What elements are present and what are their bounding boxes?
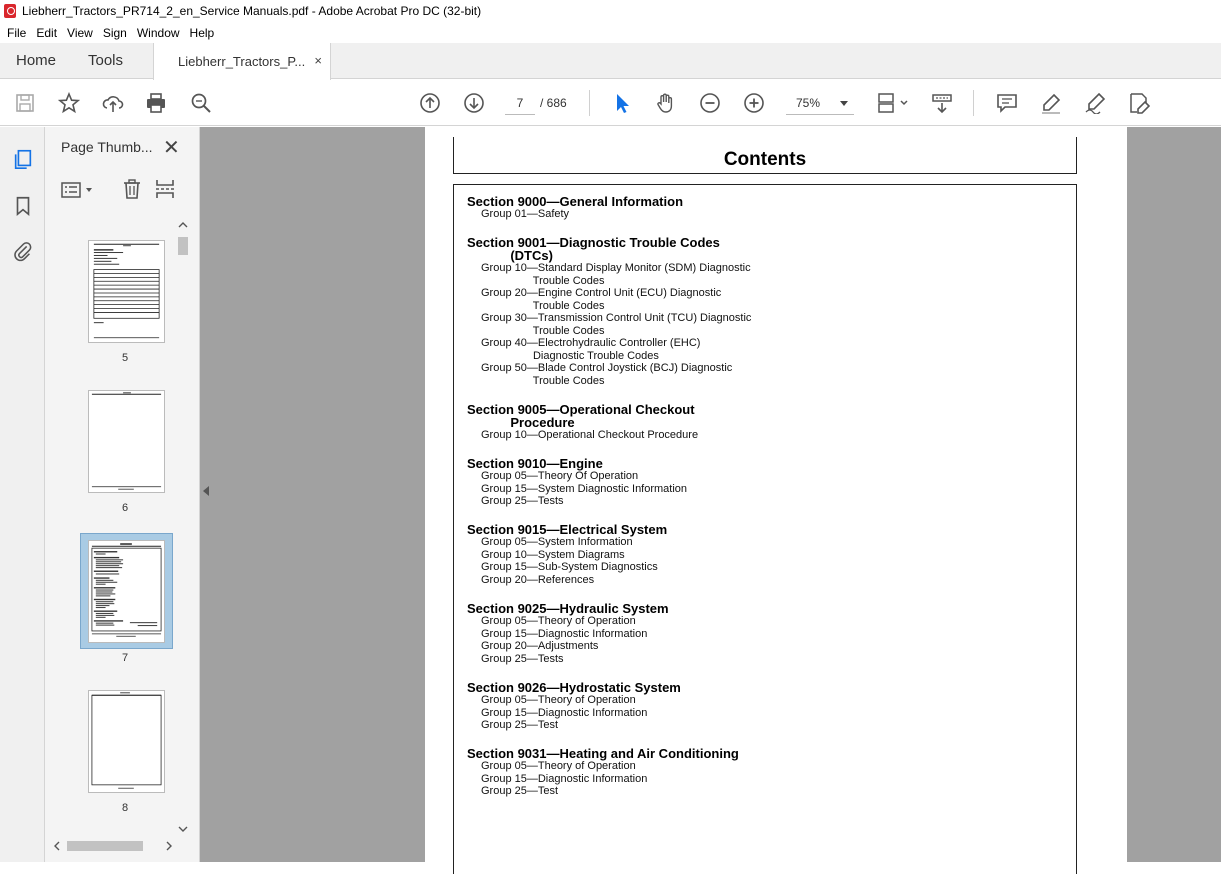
scrolling-mode-icon[interactable] — [929, 90, 955, 116]
menu-help[interactable]: Help — [189, 25, 215, 40]
menu-bar — [0, 22, 1221, 43]
close-tab-icon[interactable]: × — [314, 53, 322, 68]
page-total: / 686 — [540, 96, 567, 110]
toolbar-divider — [973, 90, 974, 116]
edit-pdf-icon[interactable] — [1126, 90, 1152, 116]
section-title: Section 9015—Electrical System — [467, 522, 668, 537]
acrobat-app-icon — [4, 4, 16, 18]
group-entry: Group 05—Theory of Operation — [481, 694, 636, 706]
thumbnail-page-8[interactable] — [88, 690, 165, 793]
panel-title: Page Thumb... — [61, 139, 153, 155]
tab-bar — [0, 43, 1221, 79]
next-page-icon[interactable] — [461, 90, 487, 116]
group-entry: Group 20—Adjustments — [481, 640, 599, 652]
page-thumbnails-panel — [45, 127, 200, 862]
draw-signature-icon[interactable] — [1082, 90, 1108, 116]
section-title: Section 9031—Heating and Air Conditioning — [467, 746, 739, 761]
thumbnail-label-5: 5 — [121, 352, 129, 364]
panel-toolbar — [59, 177, 189, 203]
contents-heading: Contents — [723, 149, 807, 170]
group-entry: Group 05—Theory of Operation — [481, 760, 636, 772]
group-entry: Group 20—References — [481, 573, 595, 586]
save-icon[interactable] — [12, 90, 38, 116]
attachments-icon[interactable] — [11, 239, 35, 263]
zoom-level-value: 75% — [796, 96, 821, 110]
delete-pages-icon[interactable] — [121, 178, 143, 205]
group-entry: Group 50—Blade Control Joystick (BCJ) Diagnostic Trouble Codes — [481, 362, 733, 387]
close-panel-icon[interactable]: ✕ — [163, 137, 180, 159]
comment-icon[interactable] — [994, 90, 1020, 116]
tab-document[interactable] — [153, 43, 331, 80]
select-cursor-icon[interactable] — [609, 90, 635, 116]
group-entry: Group 25—Test — [481, 719, 559, 731]
thumbnail-page-6[interactable] — [88, 390, 165, 493]
thumbnail-page-7[interactable] — [88, 540, 165, 643]
page-display-icon[interactable] — [873, 90, 913, 116]
main-toolbar — [0, 80, 1221, 126]
search-icon[interactable] — [188, 90, 214, 116]
menu-sign[interactable]: Sign — [102, 25, 127, 40]
bookmark-star-icon[interactable] — [56, 90, 82, 116]
group-entry: Group 10—Operational Checkout Procedure — [481, 429, 699, 441]
group-entry: Group 15—System Diagnostic Information — [481, 482, 688, 495]
zoom-out-icon[interactable] — [697, 90, 723, 116]
group-entry: Group 10—Standard Display Monitor (SDM) Diagnostic Trouble Codes — [481, 262, 751, 287]
page-thumbnails-icon[interactable] — [11, 147, 35, 171]
group-entry: Group 15—Diagnostic Information — [481, 706, 648, 719]
group-entry: Group 25—Tests — [481, 652, 564, 665]
highlight-pen-icon[interactable] — [1038, 90, 1064, 116]
thumbnail-horizontal-scrollbar[interactable] — [51, 837, 175, 855]
section-title: Section 9025—Hydraulic System — [467, 601, 669, 616]
thumbnail-label-8: 8 — [121, 802, 129, 814]
print-icon[interactable] — [143, 90, 169, 116]
section-title: Section 9005—Operational Checkout Procedure — [467, 402, 695, 430]
window-title: Liebherr_Tractors_PR714_2_en_Service Manuals.pdf - Adobe Acrobat Pro DC (32-bit) — [22, 4, 482, 18]
chevron-down-icon — [840, 101, 848, 106]
zoom-in-icon[interactable] — [741, 90, 767, 116]
page-number-input[interactable]: 7 — [505, 91, 535, 115]
tab-tools[interactable]: Tools — [88, 52, 124, 69]
hand-tool-icon[interactable] — [653, 90, 679, 116]
section-title: Section 9000—General Information — [467, 194, 684, 209]
thumbnail-page-5[interactable] — [88, 240, 165, 343]
thumbnail-label-6: 6 — [121, 502, 129, 514]
upload-cloud-icon[interactable] — [100, 90, 126, 116]
pdf-page — [425, 127, 1127, 862]
group-entry: Group 25—Test — [481, 785, 559, 797]
group-entry: Group 10—System Diagrams — [481, 548, 625, 561]
bookmarks-icon[interactable] — [11, 194, 35, 218]
left-rail — [0, 127, 45, 862]
tab-home[interactable]: Home — [16, 52, 57, 69]
group-entry: Group 15—Diagnostic Information — [481, 772, 648, 785]
group-entry: Group 40—Electrohydraulic Controller (EHC) Diagnostic Trouble Codes — [481, 337, 701, 362]
split-pages-icon[interactable] — [154, 178, 176, 205]
group-entry: Group 15—Sub-System Diagnostics — [481, 561, 658, 573]
thumbnail-vertical-scrollbar[interactable] — [176, 219, 190, 839]
group-entry: Group 20—Engine Control Unit (ECU) Diagnostic Trouble Codes — [481, 287, 722, 312]
menu-edit[interactable]: Edit — [36, 25, 58, 40]
previous-page-icon[interactable] — [417, 90, 443, 116]
collapse-panel-icon[interactable] — [203, 486, 209, 496]
menu-view[interactable]: View — [67, 25, 93, 40]
section-title: Section 9001—Diagnostic Trouble Codes (DTCs) — [467, 235, 720, 263]
menu-window[interactable]: Window — [136, 25, 180, 40]
contents-body-box — [453, 184, 1077, 874]
group-entry: Group 15—Diagnostic Information — [481, 627, 648, 640]
group-entry: Group 01—Safety — [481, 208, 570, 220]
section-title: Section 9026—Hydrostatic System — [467, 680, 681, 695]
group-entry: Group 30—Transmission Control Unit (TCU) Diagnostic Trouble Codes — [481, 312, 752, 337]
contents-header-box — [453, 137, 1077, 174]
thumbnail-options-icon[interactable] — [61, 180, 95, 205]
menu-file[interactable]: File — [7, 25, 27, 40]
thumbnail-label-7: 7 — [121, 652, 129, 664]
group-entry: Group 05—System Information — [481, 536, 633, 548]
group-entry: Group 25—Tests — [481, 495, 564, 507]
group-entry: Group 05—Theory of Operation — [481, 615, 636, 627]
toolbar-divider — [589, 90, 590, 116]
title-bar — [0, 0, 1221, 22]
tab-document-label: Liebherr_Tractors_P... — [178, 54, 306, 69]
section-title: Section 9010—Engine — [467, 456, 603, 471]
zoom-level-select[interactable] — [786, 91, 854, 115]
group-entry: Group 05—Theory Of Operation — [481, 470, 639, 482]
